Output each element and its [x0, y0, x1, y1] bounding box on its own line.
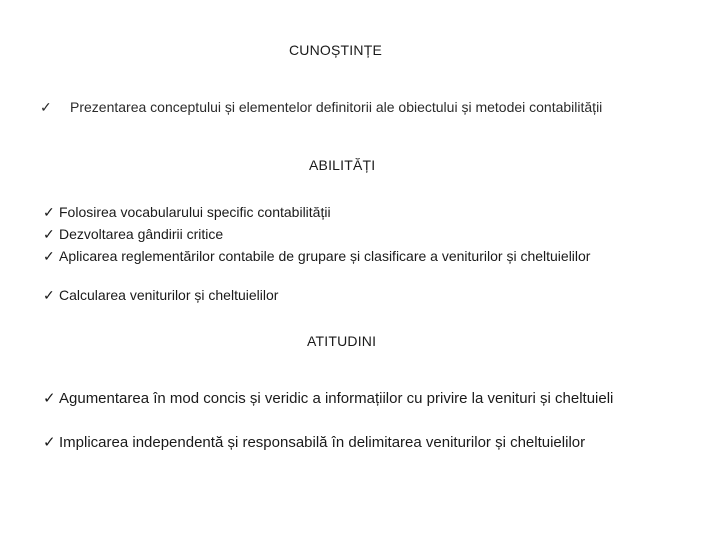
- checkmark-icon: ✓: [43, 434, 56, 451]
- list-item: [40, 99, 640, 116]
- list-item-text: Calcularea veniturilor și cheltuielilor: [59, 287, 279, 303]
- list-item: [43, 287, 683, 304]
- section-heading-abilitati: ABILITĂȚI: [309, 157, 376, 173]
- checkmark-icon: ✓: [43, 226, 55, 242]
- checkmark-icon: ✓: [40, 99, 52, 115]
- list-item-text: Dezvoltarea gândirii critice: [59, 226, 224, 242]
- list-item-text: Aplicarea reglementărilor contabile de grupare și clasificare a veniturilor și cheltuielilor: [59, 248, 591, 264]
- list-item: [43, 390, 653, 408]
- list-item-text: Prezentarea conceptului și elementelor definitorii ale obiectului și metodei contabilității: [70, 99, 603, 115]
- section-heading-atitudini: ATITUDINI: [307, 333, 377, 349]
- list-item: [43, 434, 653, 452]
- list-item: [43, 204, 683, 221]
- checkmark-icon: ✓: [43, 390, 56, 407]
- checkmark-icon: ✓: [43, 248, 55, 264]
- list-item: [43, 226, 683, 243]
- checkmark-icon: ✓: [43, 204, 55, 220]
- list-item: [43, 248, 613, 265]
- list-item-text: Implicarea independentă și responsabilă în delimitarea veniturilor și cheltuielilor: [59, 434, 586, 451]
- list-item-text: Folosirea vocabularului specific contabilității: [59, 204, 331, 220]
- list-item-text: Agumentarea în mod concis și veridic a informațiilor cu privire la venituri și cheltuieli: [59, 390, 614, 407]
- section-heading-cunostinte: CUNOȘTINȚE: [289, 42, 382, 58]
- checkmark-icon: ✓: [43, 287, 55, 303]
